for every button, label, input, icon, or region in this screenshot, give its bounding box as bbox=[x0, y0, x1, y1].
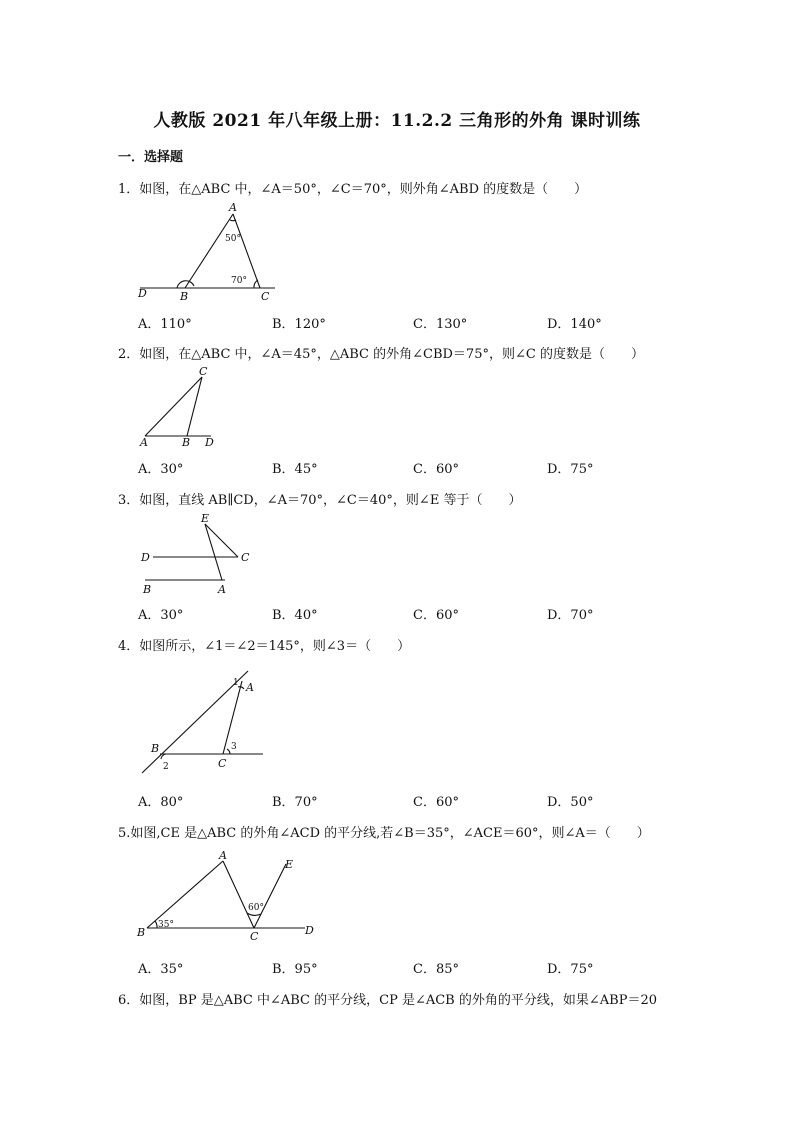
question-5-stem: 5.如图,CE 是△ABC 的外角∠ACD 的平分线,若∠B＝35°，∠ACE＝60°，则∠A＝（ ） bbox=[118, 826, 650, 841]
label-e: E bbox=[201, 512, 210, 525]
side-ab bbox=[147, 861, 223, 928]
q3-option-b: B．40° bbox=[272, 608, 318, 623]
q5-option-b: B．95° bbox=[272, 962, 318, 977]
angle-label-ace: 60° bbox=[248, 903, 264, 913]
angle-label-c: 70° bbox=[231, 276, 247, 286]
page-title: 人教版 2021 年八年级上册：11.2.2 三角形的外角 课时训练 bbox=[153, 111, 641, 131]
ray-ce bbox=[254, 864, 286, 928]
question-5-figure bbox=[130, 848, 330, 948]
side-ac bbox=[145, 377, 202, 436]
question-4-figure bbox=[135, 663, 275, 778]
label-b: B bbox=[182, 436, 191, 449]
label-d: D bbox=[305, 924, 314, 937]
side-ac bbox=[223, 861, 254, 928]
label-d: D bbox=[141, 551, 150, 564]
question-1-stem: 1．如图，在△ABC 中，∠A＝50°，∠C＝70°，则外角∠ABD 的度数是（ ） bbox=[118, 182, 588, 197]
label-b: B bbox=[143, 583, 152, 596]
question-4-stem: 4．如图所示，∠1＝∠2＝145°，则∠3＝（ ） bbox=[118, 639, 411, 654]
q2-option-a: A．30° bbox=[138, 462, 184, 477]
label-a: A bbox=[246, 681, 254, 694]
q5-option-c: C．85° bbox=[413, 962, 459, 977]
label-a: A bbox=[229, 201, 237, 214]
q1-option-c: C．130° bbox=[413, 317, 468, 332]
label-2: 2 bbox=[163, 762, 169, 772]
q1-option-b: B．120° bbox=[272, 317, 326, 332]
question-1-figure bbox=[130, 200, 290, 305]
label-c: C bbox=[250, 930, 259, 943]
side-ab bbox=[185, 214, 233, 288]
question-2-stem: 2．如图，在△ABC 中，∠A＝45°，△ABC 的外角∠CBD＝75°，则∠C 的度数是（ ） bbox=[118, 347, 644, 362]
label-3: 3 bbox=[231, 742, 237, 752]
label-d: D bbox=[138, 287, 147, 300]
q2-option-d: D．75° bbox=[547, 462, 594, 477]
q1-option-a: A．110° bbox=[138, 317, 192, 332]
angle-arc-a bbox=[230, 220, 236, 221]
label-c: C bbox=[218, 757, 227, 770]
angle-arc-1 bbox=[238, 687, 244, 689]
q5-option-d: D．75° bbox=[547, 962, 594, 977]
label-b: B bbox=[137, 926, 146, 939]
label-c: C bbox=[241, 551, 250, 564]
label-c: C bbox=[199, 365, 208, 378]
q1-option-d: D．140° bbox=[547, 317, 602, 332]
angle-arc-b bbox=[155, 921, 157, 928]
label-d: D bbox=[205, 436, 214, 449]
q4-option-d: D．50° bbox=[547, 795, 594, 810]
label-c: C bbox=[261, 290, 270, 303]
label-1: 1 bbox=[233, 678, 239, 688]
q3-option-d: D．70° bbox=[547, 608, 594, 623]
question-6-stem: 6．如图，BP 是△ABC 中∠ABC 的平分线，CP 是∠ACB 的外角的平分线，如果∠ABP＝20 bbox=[118, 993, 657, 1008]
q4-option-a: A．80° bbox=[138, 795, 184, 810]
question-3-figure bbox=[135, 510, 265, 600]
q5-option-a: A．35° bbox=[138, 962, 184, 977]
angle-label-b: 35° bbox=[158, 920, 174, 930]
q2-option-b: B．45° bbox=[272, 462, 318, 477]
label-b: B bbox=[151, 742, 160, 755]
q4-option-c: C．60° bbox=[413, 795, 459, 810]
side-bc bbox=[187, 377, 202, 436]
label-a: A bbox=[140, 436, 148, 449]
label-e: E bbox=[285, 858, 294, 871]
q2-option-c: C．60° bbox=[413, 462, 459, 477]
question-3-stem: 3．如图，直线 AB∥CD，∠A＝70°，∠C＝40°，则∠E 等于（ ） bbox=[118, 493, 522, 508]
label-a: A bbox=[218, 583, 226, 596]
section-heading: 一．选择题 bbox=[118, 150, 184, 165]
label-b: B bbox=[180, 290, 189, 303]
q4-option-b: B．70° bbox=[272, 795, 318, 810]
q3-option-c: C．60° bbox=[413, 608, 459, 623]
angle-label-a: 50° bbox=[225, 234, 241, 244]
angle-arc-3 bbox=[227, 749, 230, 754]
label-a: A bbox=[219, 849, 227, 862]
angle-arc-ace bbox=[247, 913, 261, 915]
q3-option-a: A．30° bbox=[138, 608, 184, 623]
question-2-figure bbox=[135, 365, 225, 450]
